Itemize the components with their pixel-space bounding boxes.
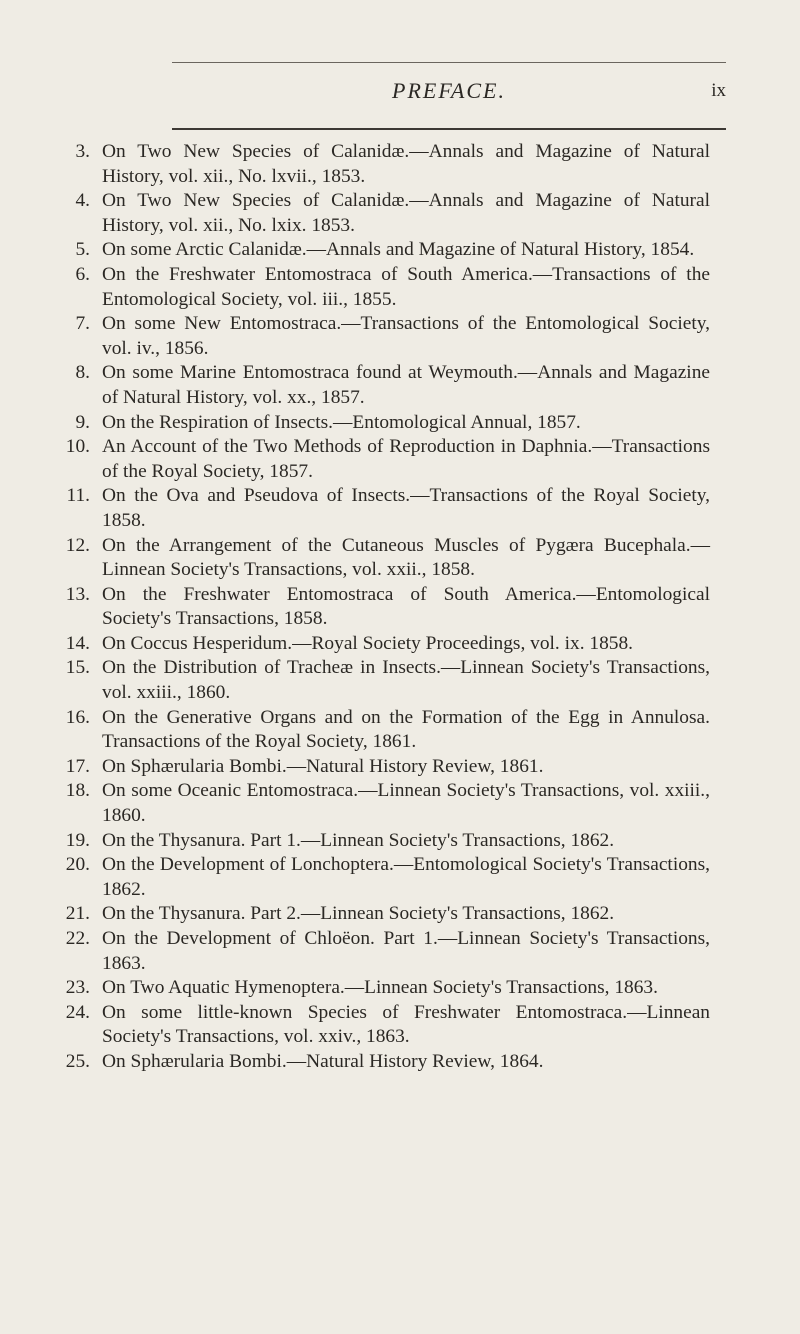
- list-item: [0, 189, 800, 238]
- list-item: [0, 706, 800, 755]
- list-item: [0, 583, 800, 632]
- entry-text: On the Thysanura. Part 1.—Linnean Society's Transactions, 1862.: [102, 829, 615, 851]
- list-item: [0, 853, 800, 902]
- entry-text: On some New Entomostraca.—Transactions of the Entomological Society, vol. iv., 1856.: [102, 313, 710, 359]
- publication-list: [0, 140, 800, 1075]
- list-item: [0, 656, 800, 705]
- list-item: [0, 829, 800, 854]
- entry-text: On Two New Species of Calanidæ.—Annals and Magazine of Natural History, vol. xii., No. lxvii., 1853.: [102, 141, 710, 187]
- entry-text: On the Arrangement of the Cutaneous Muscles of Pygæra Bucephala.—Linnean Society's Transactions, vol. xxii., 1858.: [102, 534, 710, 581]
- page-number: ix: [711, 80, 726, 101]
- entry-text: On the Freshwater Entomostraca of South America.—Transactions of the Entomological Society, vol. iii., 1855.: [102, 263, 710, 310]
- entry-text: On the Development of Chloëon. Part 1.—Linnean Society's Transactions, 1863.: [102, 928, 710, 974]
- entry-text: On Coccus Hesperidum.—Royal Society Proceedings, vol. ix. 1858.: [102, 632, 634, 654]
- entry-number: 8.: [75, 362, 90, 384]
- entry-number: 6.: [75, 263, 90, 285]
- entry-text: On some Oceanic Entomostraca.—Linnean Society's Transactions, vol. xxiii., 1860.: [102, 780, 710, 827]
- entry-number: 7.: [75, 313, 90, 335]
- entry-text: On the Respiration of Insects.—Entomological Annual, 1857.: [102, 411, 581, 433]
- entry-text: On the Ova and Pseudova of Insects.—Transactions of the Royal Society, 1858.: [102, 485, 710, 531]
- entry-text: On the Distribution of Tracheæ in Insects.—Linnean Society's Transactions, vol. xxiii., 1860.: [102, 657, 710, 704]
- entry-number: 9.: [75, 411, 90, 433]
- list-item: [0, 779, 800, 828]
- entry-number: 17.: [65, 755, 90, 777]
- entry-text: On Two New Species of Calanidæ.—Annals and Magazine of Natural History, vol. xii., No. lxix. 1853.: [102, 190, 710, 236]
- list-item: [0, 755, 800, 780]
- entry-number: 25.: [65, 1050, 90, 1072]
- list-item: [0, 312, 800, 361]
- entry-number: 18.: [65, 780, 90, 802]
- list-item: [0, 976, 800, 1001]
- entry-text: On the Thysanura. Part 2.—Linnean Society's Transactions, 1862.: [102, 903, 615, 925]
- entry-text: An Account of the Two Methods of Reproduction in Daphnia.—Transactions of the Royal Society, 1857.: [102, 436, 710, 482]
- list-item: [0, 632, 800, 657]
- entry-text: On the Generative Organs and on the Formation of the Egg in Annulosa. Transactions of the Royal Society, 1861.: [102, 706, 710, 753]
- entry-number: 15.: [65, 657, 90, 679]
- entry-number: 24.: [65, 1001, 90, 1023]
- entry-number: 19.: [65, 829, 90, 851]
- list-item: [0, 361, 800, 410]
- running-title: PREFACE.: [392, 78, 506, 103]
- page-header: [172, 78, 726, 108]
- entry-text: On the Freshwater Entomostraca of South America.—Entomological Society's Transactions, 1858.: [102, 583, 710, 630]
- entry-number: 23.: [65, 977, 90, 999]
- list-item: [0, 411, 800, 436]
- entry-text: On Sphærularia Bombi.—Natural History Review, 1861.: [102, 755, 544, 777]
- entry-text: On Two Aquatic Hymenoptera.—Linnean Society's Transactions, 1863.: [102, 977, 658, 999]
- list-item: [0, 263, 800, 312]
- header-rule: [172, 128, 726, 130]
- entry-number: 16.: [65, 706, 90, 728]
- list-item: [0, 927, 800, 976]
- entry-number: 12.: [65, 534, 90, 556]
- top-rule: [172, 62, 726, 63]
- entry-number: 5.: [75, 239, 90, 261]
- list-item: [0, 140, 800, 189]
- entry-number: 14.: [65, 632, 90, 654]
- entry-text: On Sphærularia Bombi.—Natural History Review, 1864.: [102, 1050, 544, 1072]
- list-item: [0, 902, 800, 927]
- list-item: [0, 1001, 800, 1050]
- entry-number: 3.: [75, 141, 90, 162]
- entry-number: 21.: [65, 903, 90, 925]
- entry-number: 11.: [66, 485, 90, 507]
- list-item: [0, 1050, 800, 1075]
- list-item: [0, 534, 800, 583]
- list-item: [0, 484, 800, 533]
- entry-number: 20.: [65, 854, 90, 876]
- list-item: [0, 435, 800, 484]
- list-item: [0, 238, 800, 263]
- entry-number: 13.: [65, 583, 90, 605]
- entry-number: 10.: [65, 436, 90, 458]
- entry-text: On some little-known Species of Freshwater Entomostraca.—Linnean Society's Transactions, vol. xxiv., 1863.: [102, 1001, 710, 1048]
- entry-text: On some Marine Entomostraca found at Weymouth.—Annals and Magazine of Natural History, vol. xx., 1857.: [102, 362, 710, 408]
- entry-number: 22.: [65, 928, 90, 949]
- entry-text: On the Development of Lonchoptera.—Entomological Society's Transactions, 1862.: [102, 854, 710, 900]
- entry-number: 4.: [75, 190, 90, 212]
- entry-text: On some Arctic Calanidæ.—Annals and Magazine of Natural History, 1854.: [102, 239, 695, 261]
